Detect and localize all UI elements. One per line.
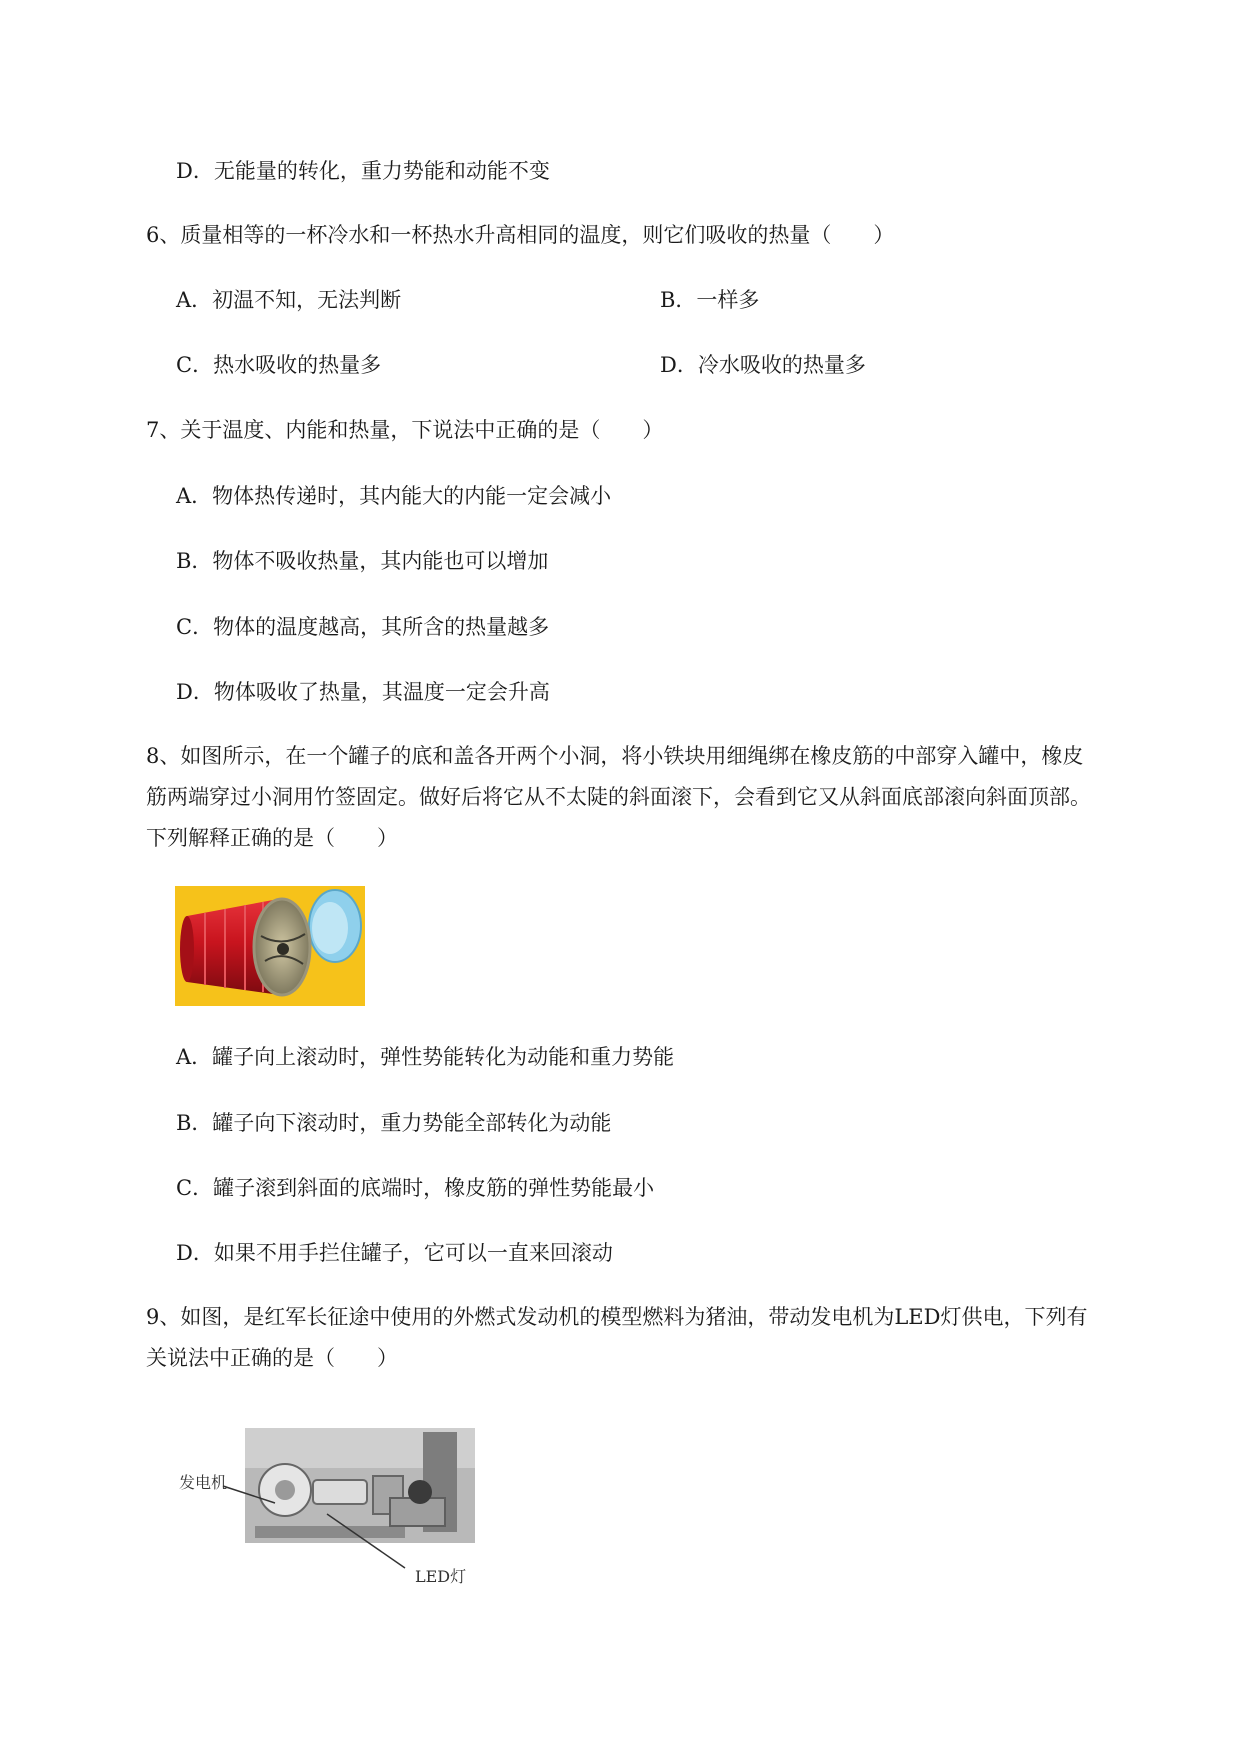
- q6-option-d: D．冷水吸收的热量多: [660, 353, 866, 377]
- q6-stem: 6、质量相等的一杯冷水和一杯热水升高相同的温度，则它们吸收的热量（ ）: [146, 223, 895, 247]
- led-label: LED灯: [415, 1567, 467, 1586]
- q8-stem-line-2: 筋两端穿过小洞用竹签固定。做好后将它从不太陡的斜面滚下，会看到它又从斜面底部滚向斜面顶部。: [146, 785, 1091, 809]
- q8-option-b: B．罐子向下滚动时，重力势能全部转化为动能: [176, 1111, 612, 1135]
- q7-option-d: D．物体吸收了热量，其温度一定会升高: [176, 680, 550, 704]
- q6-option-a: A．初温不知，无法判断: [176, 288, 402, 312]
- can-photo: [175, 886, 365, 1006]
- generator-label: 发电机: [179, 1473, 228, 1492]
- q8-option-a: A．罐子向上滚动时，弹性势能转化为动能和重力势能: [176, 1045, 675, 1069]
- q5-option-d: D．无能量的转化，重力势能和动能不变: [176, 159, 550, 183]
- q7-stem: 7、关于温度、内能和热量，下说法中正确的是（ ）: [146, 418, 664, 442]
- q7-option-c: C．物体的温度越高，其所含的热量越多: [176, 615, 550, 639]
- q8-option-d: D．如果不用手拦住罐子，它可以一直来回滚动: [176, 1241, 613, 1265]
- q6-option-b: B．一样多: [660, 288, 760, 312]
- q8-stem: [146, 736, 1186, 859]
- q9-stem-line-1: 9、如图，是红军长征途中使用的外燃式发动机的模型燃料为猪油，带动发电机为LED灯供电，下列有: [146, 1305, 1088, 1329]
- q8-stem-line-1: 8、如图所示，在一个罐子的底和盖各开两个小洞，将小铁块用细绳绑在橡皮筋的中部穿入罐中，橡皮: [146, 744, 1084, 768]
- q8-stem-line-3: 下列解释正确的是（ ）: [146, 826, 398, 850]
- q9-stem-line-2: 关说法中正确的是（ ）: [146, 1346, 398, 1370]
- q7-option-b: B．物体不吸收热量，其内能也可以增加: [176, 549, 549, 573]
- q6-option-c: C．热水吸收的热量多: [176, 353, 382, 377]
- q8-option-c: C．罐子滚到斜面的底端时，橡皮筋的弹性势能最小: [176, 1176, 655, 1200]
- engine-photo: [175, 1418, 485, 1588]
- q9-stem: [146, 1297, 1186, 1379]
- q7-option-a: A．物体热传递时，其内能大的内能一定会减小: [176, 484, 612, 508]
